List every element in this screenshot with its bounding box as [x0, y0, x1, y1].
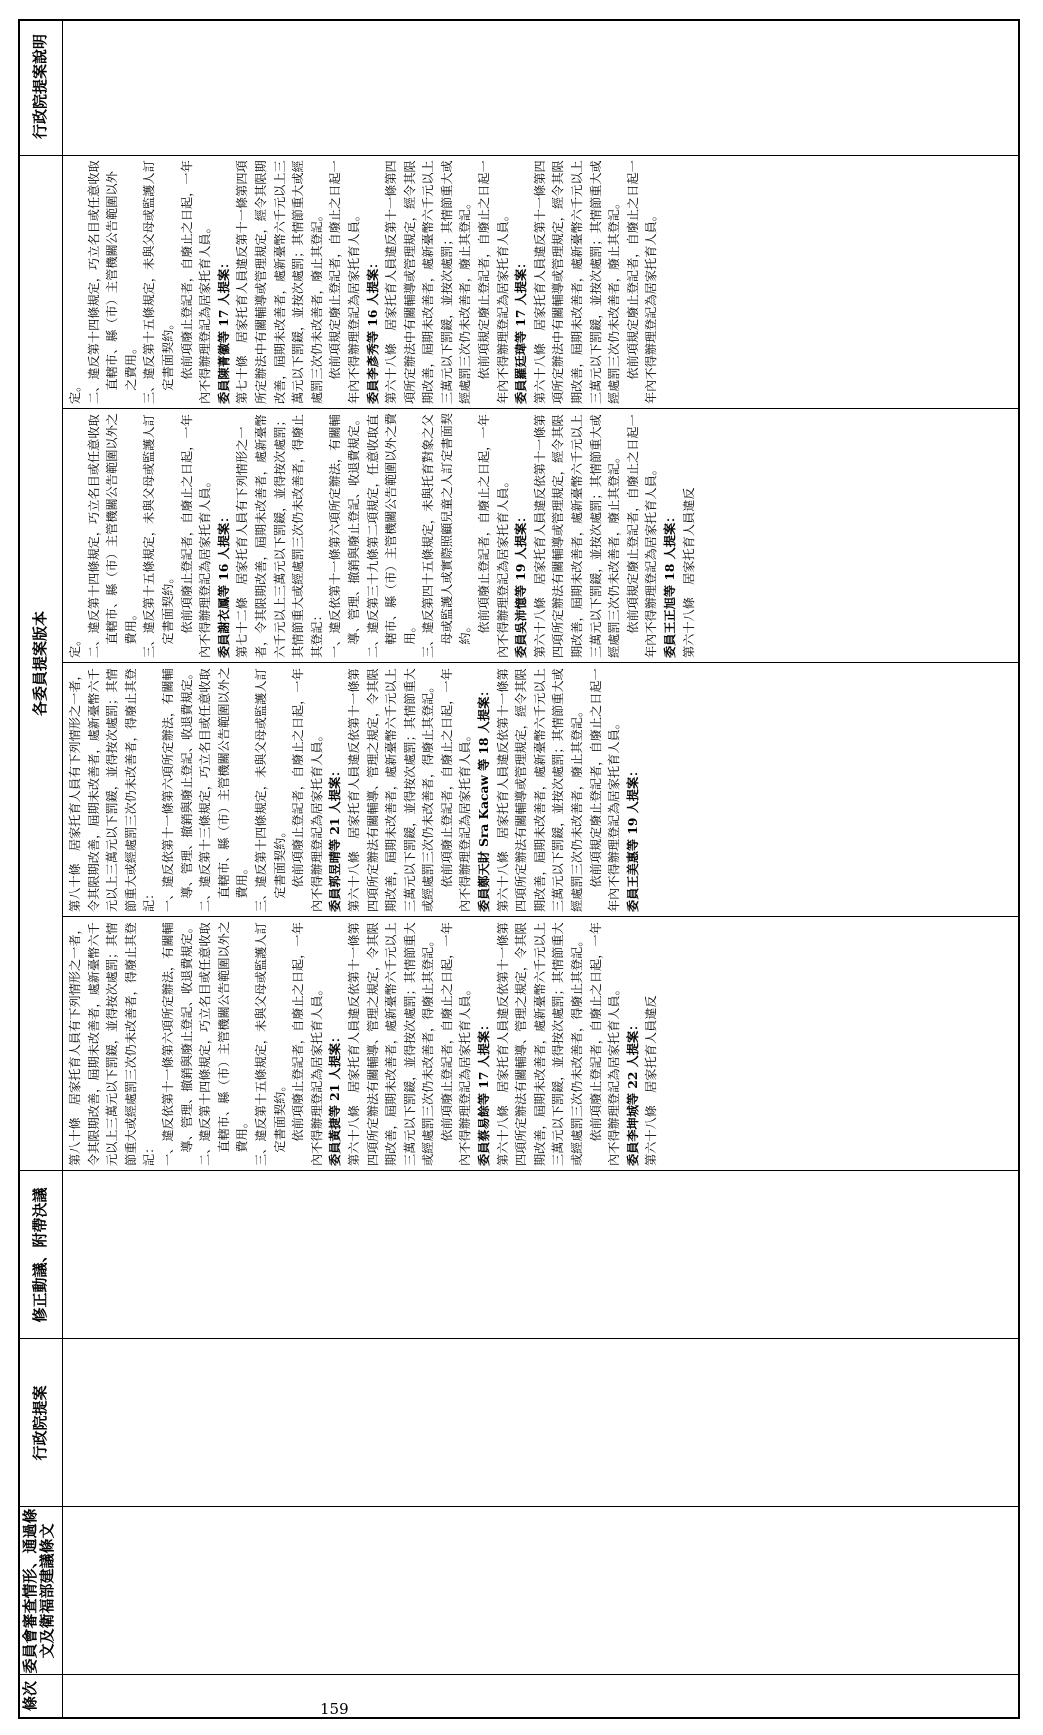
article-text: 第六十八條 居家托育人員違反依第十一條第四項所定辦法有關輔導、管理之規定，令其限期改善，屆期未改善者，處新臺幣六千元以上三萬元以下罰鍰，並得按次處罰；其情節重大或經處罰三次仍未改善者，得廢止其登記。	[346, 922, 436, 1166]
article-text: 二、違反第十三條規定，巧立名目或任意收取直轄市、縣（市）主管機關公告範圍以外之費用。	[198, 667, 250, 912]
article-text: 第六十八條 居家托育人員違反	[644, 995, 659, 1166]
proposer-heading: 委員蔡易餘等 17 人提案：	[477, 1018, 492, 1166]
version-column-2	[64, 663, 1018, 916]
article-text: 三、違反第十五條規定，未與父母或監護人訂定書面契約。	[142, 160, 175, 404]
header-versions: 各委員提案版本	[31, 611, 49, 717]
header-article: 條次	[21, 1681, 39, 1712]
article-text: 依前項規定廢止登記者，自廢止之日起一年內不得辦理登記為居家托育人員。	[625, 414, 659, 658]
proposer-heading: 委員李坤城等 22 人提案：	[625, 1018, 640, 1166]
article-text: 依前項廢止登記者，自廢止之日起，一年內不得辦理登記為居家托育人員。	[179, 160, 213, 404]
article-text: 定。	[68, 379, 82, 404]
article-text: 三、違反第四十五條規定，未與托育對象之父母或監護人或實際照顧兒童之人訂定書面契約。	[421, 413, 473, 658]
article-text: 第六十八條 居家托育人員違反依第十一條第四項所定辦法有關輔導、管理之規定，令其限期改善，屆期未改善者，處新臺幣六千元以上三萬元以下罰鍰，並得按次處罰；其情節重大或經處罰三次仍未改善者，得廢止其登記。	[346, 668, 436, 912]
article-text: 依前項廢止登記者，自廢止之日起，一年內不得辦理登記為居家托育人員。	[291, 668, 324, 912]
proposer-heading: 委員王正旭等 18 人提案：	[663, 510, 677, 658]
proposer-heading: 委員鄭天財 Sra Kacaw 等 18 人提案：	[477, 684, 492, 912]
article-text: 二、違反第十四條規定，巧立名目或任意收取直轄市、縣（市）主管機關公告範圍以外之費用。	[86, 160, 138, 404]
article-text: 第八十條 居家托育人員有下列情形之一者，令其限期改善，屆期未改善者，處新臺幣六千元以上三萬元以下罰鍰，並得按次處罰；其情節重大或經處罰三次仍未改善者，得廢止其登記：	[68, 668, 157, 912]
article-text: 依前項規定廢止登記者，自廢止之日起一年內不得辦理登記為居家托育人員。	[477, 160, 510, 404]
article-text: 依前項規定廢止登記者，自廢止之日起一年內不得辦理登記為居家托育人員。	[625, 160, 659, 404]
divider-review	[20, 1506, 1018, 1507]
divider-article	[20, 1674, 1018, 1675]
proposer-heading: 委員羅廷瑋等 17 人提案：	[514, 256, 529, 404]
comparison-table	[18, 19, 1020, 1719]
article-text: 第六十八條 居家托育人員違反第十一條第四項所定辦法中有關輔導或管理規定，經令其限期改善，屆期未改善者，處新臺幣六千元以上三萬元以下罰鍰，並按次處罰；其情節重大或經處罰三次仍未改善者，廢止其登記。	[384, 160, 473, 404]
article-text: 二、違反第十四條規定，巧立名目或任意收取直轄市、縣（市）主管機關公告範圍以外之費用。	[86, 413, 138, 658]
header-exec: 行政院提案	[31, 1385, 49, 1461]
article-text: 依前項規定廢止登記者，自廢止之日起一年內不得辦理登記為居家托育人員。	[588, 668, 622, 912]
header-review: 委員會審查情形、通過條文及衛福部建議條文	[21, 1508, 56, 1674]
article-text: 第六十八條 居家托育人員違反依第十一條第四項所定辦法有關輔導或管理規定，經令其限期改善，屆期未改善者，處新臺幣六千元以上三萬元以下罰鍰，並按次處罰；其情節重大或經處罰三次仍未改善者，廢止其登記。	[495, 668, 585, 912]
article-text: 一、違反依第十一條第六項所定辦法，有關輔導、管理、撤銷與廢止登記、收退費規定。	[160, 921, 194, 1166]
article-text: 依前項廢止登記者，自廢止之日起，一年內不得辦理登記為居家托育人員。	[439, 922, 473, 1166]
article-text: 一、違反依第十一條第六項所定辦法，有關輔導、管理、撤銷與廢止登記、收退費規定。	[328, 413, 361, 658]
article-text: 第六十八條 居家托育人員違反依第十一條第四項所定辦法有關輔導、管理之規定，令其限期改善，屆期未改善者，處新臺幣六千元以上三萬元以下罰鍰，並得按次處罰；其情節重大或經處罰三次仍未改善者，得廢止其登記。	[495, 922, 585, 1166]
article-text: 依前項廢止登記者，自廢止之日起，一年內不得辦理登記為居家托育人員。	[588, 922, 622, 1166]
article-text: 二、違反第三十九條第二項規定，任意收取直轄市、縣（市）主管機關公告範圍以外之費用。	[365, 413, 417, 658]
article-text: 定。	[68, 633, 82, 658]
article-text: 第六十八條 居家托育人員違反依第十一條第四項所定辦法有關輔導或管理規定，經令其限期改善，屆期未改善者，處新臺幣六千元以上三萬元以下罰鍰，並按次處罰；其情節重大或經處罰三次仍未改善者，廢止其登記。	[532, 414, 622, 658]
article-text: 依前項廢止登記者，自廢止之日起，一年內不得辦理登記為居家托育人員。	[439, 668, 473, 912]
article-text: 二、違反第十四條規定，巧立名目或任意收取直轄市、縣（市）主管機關公告範圍以外之費用。	[198, 921, 250, 1166]
proposer-heading: 委員李彥秀等 16 人提案：	[365, 256, 380, 404]
header-amend: 修正動議、附帶決議	[31, 1187, 49, 1323]
proposer-heading: 委員謝衣鳳等 16 人提案：	[216, 510, 231, 658]
article-text: 第六十八條 居家托育人員違反	[681, 487, 696, 658]
article-text: 第七十二條 居家托育人員有下列情形之一者，令其限期改善，屆期未改善者，處新臺幣六千元以上三萬元以下罰鍰，並得按次處罰；其情節重大或經處罰三次仍未改善者，得廢止其登記：	[235, 414, 324, 658]
article-text: 第八十條 居家托育人員有下列情形之一者，令其限期改善，屆期未改善者，處新臺幣六千元以上三萬元以下罰鍰，並得按次處罰；其情節重大或經處罰三次仍未改善者，得廢止其登記：	[68, 922, 157, 1166]
page-number: 159	[320, 1700, 349, 1718]
version-column-3	[64, 409, 1018, 662]
article-text: 依前項廢止登記者，自廢止之日起，一年內不得辦理登記為居家托育人員。	[477, 414, 510, 658]
article-text: 第六十八條 居家托育人員違反第十一條第四項所定辦法中有關輔導或管理規定，經令其限期改善，屆期未改善者，處新臺幣六千元以上三萬元以下罰鍰，並按次處罰；其情節重大或經處罰三次仍未改善者，廢止其登記。	[532, 160, 622, 404]
proposer-heading: 委員吳沛憶等 19 人提案：	[514, 510, 529, 658]
divider-exec	[20, 1338, 1018, 1339]
article-text: 三、違反第十五條規定，未與父母或監護人訂定書面契約。	[142, 414, 175, 658]
proposer-heading: 委員陳菁徽等 17 人提案：	[216, 256, 231, 404]
article-text: 一、違反依第十一條第六項所定辦法，有關輔導、管理、撤銷與廢止登記、收退費規定。	[160, 667, 194, 912]
article-text: 依前項廢止登記者，自廢止之日起，一年內不得辦理登記為居家托育人員。	[179, 414, 213, 658]
divider-amend	[20, 1170, 1018, 1171]
version-column-1	[64, 917, 1018, 1170]
proposer-heading: 委員郭昱晴等 21 人提案：	[328, 764, 343, 912]
article-text: 三、違反第十五條規定，未與父母或監護人訂定書面契約。	[253, 922, 287, 1166]
version-column-4	[64, 156, 1018, 408]
proposer-heading: 委員王美惠等 19 人提案：	[625, 764, 640, 912]
article-text: 第七十條 居家托育人員違反第十一條第四項所定辦法中有關輔導或管理規定，經令其限期改善，屆期未改善者，處新臺幣六千元以上三萬元以下罰鍰，並按次處罰；其情節重大或經處罰三次仍未改善者，廢止其登記。	[235, 160, 324, 404]
header-explain: 行政院提案說明	[31, 34, 49, 140]
proposer-heading: 委員黃捷等 21 人提案：	[328, 1030, 343, 1166]
article-text: 依前項廢止登記者，自廢止之日起，一年內不得辦理登記為居家托育人員。	[291, 922, 324, 1166]
article-text: 三、違反第十四條規定，未與父母或監護人訂定書面契約。	[253, 668, 287, 912]
article-text: 依前項規定廢止登記者，自廢止之日起一年內不得辦理登記為居家托育人員。	[328, 160, 361, 404]
